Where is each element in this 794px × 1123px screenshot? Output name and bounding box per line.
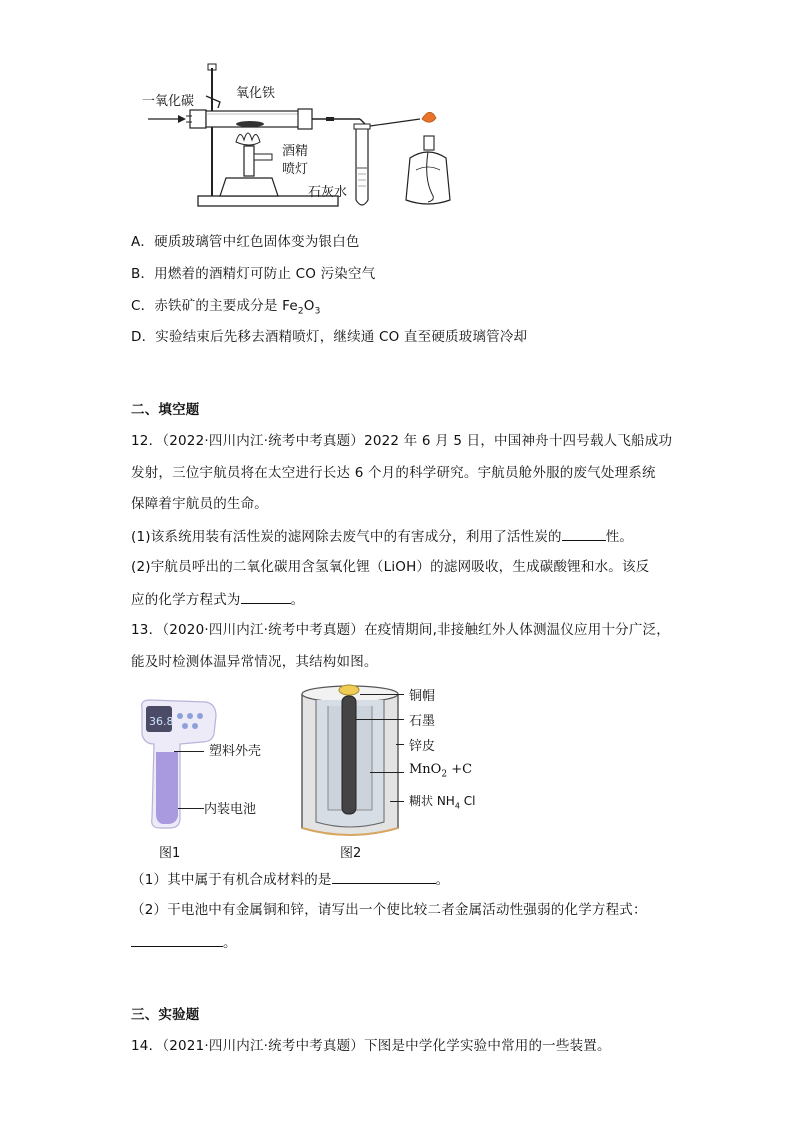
q12-part2-line2: [131, 589, 304, 610]
apparatus-figure: [140, 62, 460, 214]
fig2-line-nh4cl: [390, 801, 404, 802]
q12-part2-line1: (2)宇航员呼出的二氧化碳用含氢氧化锂（LiOH）的滤网吸收，生成碳酸锂和水。该反: [131, 559, 650, 575]
label-fe2o3: 氧化铁: [236, 86, 276, 101]
option-c-text: C．赤铁矿的主要成分是: [131, 298, 283, 314]
figure2-dry-cell: [298, 682, 402, 840]
fig1-label-battery: 内装电池: [204, 802, 257, 817]
fig2-line-zinc: [396, 744, 404, 745]
fig2-line-mno2: [370, 772, 404, 773]
q13-part1-suffix: 。: [435, 872, 450, 888]
q13-line1: 13．（2020·四川内江·统考中考真题）在疫情期间,非接触红外人体测温仪应用十分广泛，: [131, 622, 670, 638]
fig2-label-zinc: 锌皮: [409, 739, 436, 754]
q13-line2: 能及时检测体温异常情况，其结构如图。: [131, 654, 378, 670]
q12-line2: 发射，三位宇航员将在太空进行长达 6 个月的科学研究。宇航员舱外服的废气处理系统: [131, 465, 656, 481]
fig2-line-graphite: [356, 719, 404, 720]
option-b: B．用燃着的酒精灯可防止 CO 污染空气: [131, 266, 376, 282]
label-lamp-1: 酒精: [282, 144, 309, 159]
dry-cell-drawing: [298, 682, 402, 840]
fig2-caption: 图2: [340, 846, 362, 861]
q12-line3: 保障着宇航员的生命。: [131, 496, 268, 512]
q13-part1: [131, 869, 449, 890]
fig2-label-graphite: 石墨: [409, 714, 436, 729]
fig2-line-cap: [360, 694, 404, 695]
q12-part2-suffix: 。: [290, 592, 305, 608]
q12-part2-text: 应的化学方程式为: [131, 592, 241, 608]
mno2-tail: +C: [447, 762, 473, 777]
option-a: A．硬质玻璃管中红色固体变为银白色: [131, 234, 360, 250]
q13-part1-text: （1）其中属于有机合成材料的是: [131, 872, 332, 888]
option-c: [131, 296, 321, 322]
label-lamp-2: 喷灯: [282, 162, 309, 177]
label-limewater: 石灰水: [308, 185, 348, 200]
q12-part1-blank[interactable]: [562, 526, 606, 541]
q12-part1-suffix: 性。: [605, 529, 634, 545]
fe2o3-sub2: 3: [314, 306, 321, 317]
fig1-label-shell: 塑料外壳: [209, 744, 262, 759]
fe2o3-o: O: [303, 298, 315, 314]
fig1-line-battery: [178, 808, 204, 809]
mno2-main: MnO: [409, 762, 442, 777]
section-experiment-title: 三、实验题: [131, 1007, 200, 1023]
thermometer-display: 36.8: [149, 715, 174, 728]
apparatus-drawing: [140, 62, 460, 214]
q13-part2-blank[interactable]: [131, 932, 223, 947]
mno2-sub: 2: [441, 769, 448, 780]
q12-part1-text: (1)该系统用装有活性炭的滤网除去废气中的有害成分，利用了活性炭的: [131, 529, 562, 545]
fig1-line-shell: [174, 751, 204, 752]
option-d: D．实验结束后先移去酒精喷灯，继续通 CO 直至硬质玻璃管冷却: [131, 329, 528, 345]
q13-part2-line2: [131, 932, 237, 953]
fig2-label-nh4cl: [409, 792, 475, 810]
fe2o3-sub1: 2: [297, 306, 304, 317]
fig2-label-cap: 铜帽: [409, 689, 436, 704]
fe2o3-fe: Fe: [282, 298, 298, 314]
section-fill-blank-title: 二、填空题: [131, 402, 200, 418]
nh4cl-main: 糊状 NH: [409, 794, 455, 808]
q12-line1: 12．（2022·四川内江·统考中考真题）2022 年 6 月 5 日，中国神舟十四号载人飞船成功: [131, 433, 673, 449]
fig2-label-mno2: [409, 762, 472, 780]
q12-part2-blank[interactable]: [241, 589, 291, 604]
nh4cl-sub: 4: [454, 801, 460, 811]
q14-line1: 14．（2021·四川内江·统考中考真题）下图是中学化学实验中常用的一些装置。: [131, 1038, 611, 1054]
fig1-caption: 图1: [159, 846, 181, 861]
q13-part1-blank[interactable]: [332, 869, 436, 884]
label-co: 一氧化碳: [142, 94, 195, 109]
nh4cl-tail: Cl: [459, 794, 476, 808]
q13-part2-line1: （2）干电池中有金属铜和锌，请写出一个使比较二者金属活动性强弱的化学方程式：: [131, 902, 647, 918]
q12-part1: [131, 526, 633, 547]
q13-part2-suffix: 。: [223, 935, 237, 951]
